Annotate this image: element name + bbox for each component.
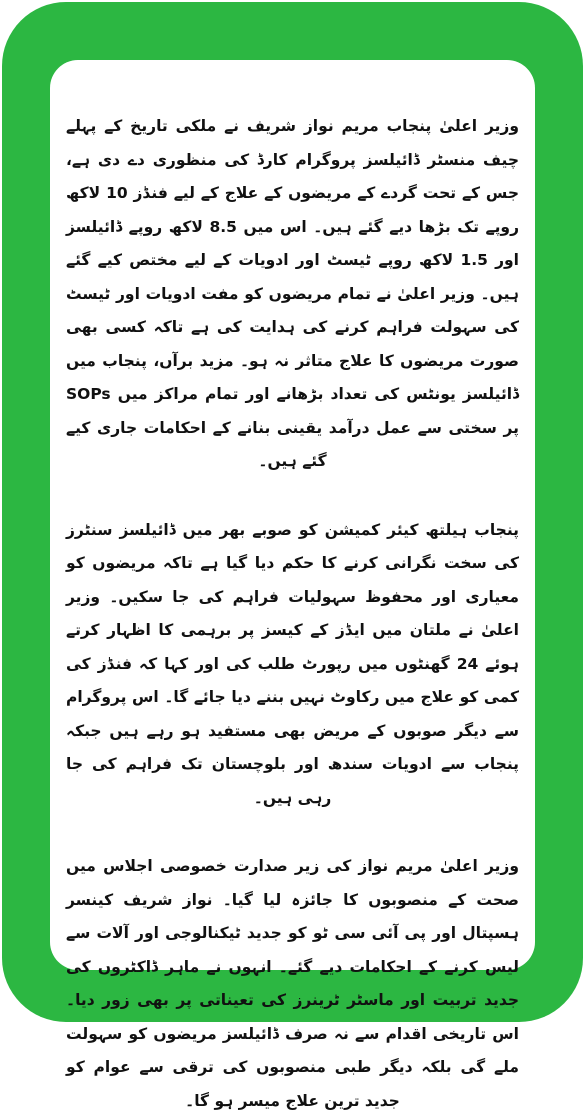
article-body xyxy=(66,110,519,1118)
article-paragraph-2: پنجاب ہیلتھ کیئر کمیشن کو صوبے بھر میں ڈائیلسز سنٹرز کی سخت نگرانی کرنے کا حکم دیا گیا ہے تاکہ مریضوں کو معیاری اور محفوظ سہولیات فراہم کی جا سکیں۔ وزیر اعلیٰ نے ملتان میں ایڈز کے کیسز پر برہمی کا اظہار کرتے ہوئے 24 گھنٹوں میں رپورٹ طلب کی اور کہا کہ فنڈز کی کمی کو علاج میں رکاوٹ نہیں بننے دیا جائے گا۔ اس پروگرام سے دیگر صوبوں کے مریض بھی مستفید ہو رہے ہیں جبکہ پنجاب سے ادویات سندھ اور بلوچستان تک فراہم کی جا رہی ہیں۔ xyxy=(66,520,519,807)
article-paragraph-3: وزیر اعلیٰ مریم نواز کی زیر صدارت خصوصی اجلاس میں صحت کے منصوبوں کا جائزہ لیا گیا۔ نواز شریف کینسر ہسپتال اور پی آئی سی ٹو کو جدید ٹیکنالوجی اور آلات سے لیس کرنے کے احکامات دیے گئے۔ انہوں نے ماہر ڈاکٹروں کی جدید تربیت اور ماسٹر ٹرینرز کی تعیناتی پر بھی زور دیا۔ اس تاریخی اقدام سے نہ صرف ڈائیلسز مریضوں کو سہولت ملے گی بلکہ دیگر طبی منصوبوں کی ترقی سے عوام کو جدید ترین علاج میسر ہو گا۔ xyxy=(66,857,519,1110)
phone-screen xyxy=(50,60,535,1110)
article-paragraph-1: وزیر اعلیٰ پنجاب مریم نواز شریف نے ملکی تاریخ کے پہلے چیف منسٹر ڈائیلسز پروگرام کارڈ کی منظوری دے دی ہے، جس کے تحت گردے کے مریضوں کے علاج کے لیے فنڈز 10 لاکھ روپے تک بڑھا دیے گئے ہیں۔ اس میں 8.5 لاکھ روپے ڈائیلسز اور 1.5 لاکھ روپے ٹیسٹ اور ادویات کے لیے مختص کیے گئے ہیں۔ وزیر اعلیٰ نے تمام مریضوں کو مفت ادویات اور ٹیسٹ کی سہولت فراہم کرنے کی ہدایت کی ہے تاکہ کسی بھی صورت مریضوں کا علاج متاثر نہ ہو۔ مزید برآں، پنجاب میں ڈائیلسز یونٹس کی تعداد بڑھانے اور تمام مراکز میں SOPs پر سختی سے عمل درآمد یقینی بنانے کے احکامات جاری کیے گئے ہیں۔ xyxy=(66,117,520,470)
phone-frame xyxy=(2,2,583,1110)
